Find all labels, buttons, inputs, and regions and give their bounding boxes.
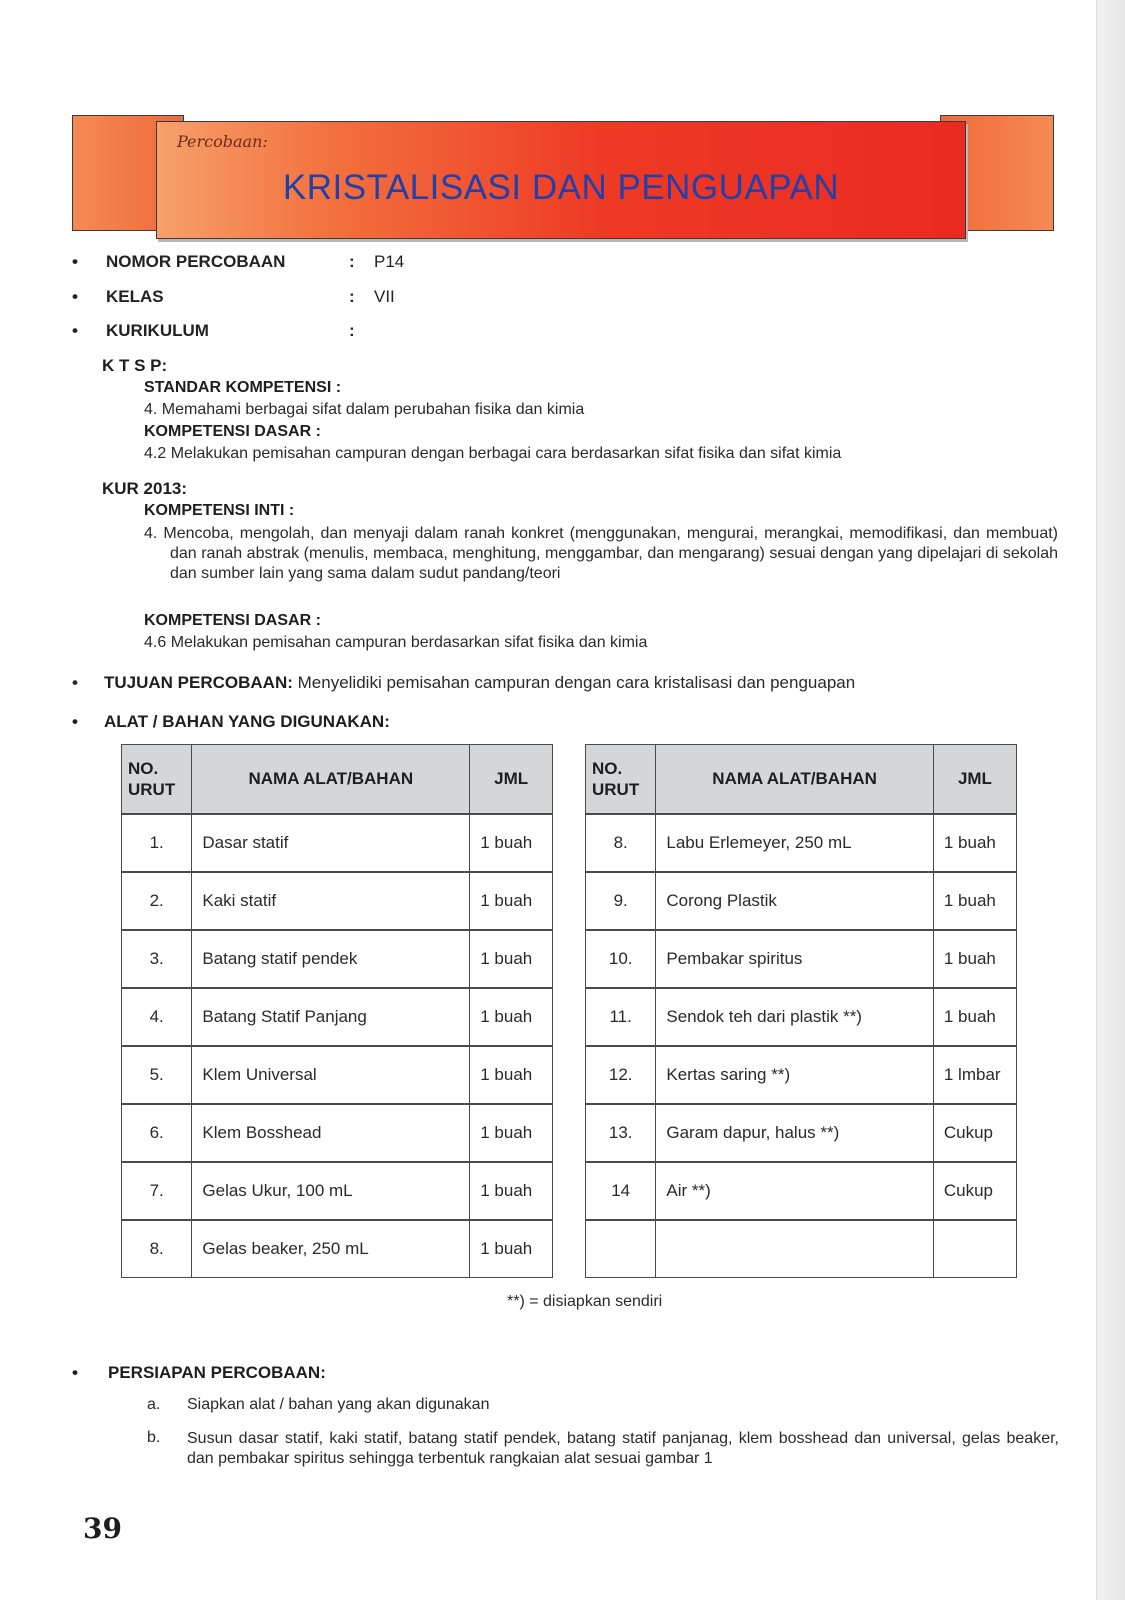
tujuan-row: • TUJUAN PERCOBAAN: Menyelidiki pemisahan campuran dengan cara kristalisasi dan penguapan xyxy=(72,673,856,692)
alat-row: • ALAT / BAHAN YANG DIGUNAKAN: xyxy=(72,712,390,731)
header-jml: JML xyxy=(470,745,553,815)
header-jml: JML xyxy=(933,745,1016,815)
kelas-label: KELAS xyxy=(106,287,164,306)
persiapan-row: • PERSIAPAN PERCOBAAN: xyxy=(72,1363,326,1382)
persiapan-label: PERSIAPAN PERCOBAAN: xyxy=(108,1363,326,1382)
table-row: 8. Gelas beaker, 250 mL 1 buah xyxy=(122,1220,553,1278)
header-nama: NAMA ALAT/BAHAN xyxy=(656,745,934,815)
page-edge xyxy=(1096,0,1125,1600)
ki-heading: KOMPETENSI INTI : xyxy=(144,502,295,519)
sk-heading: STANDAR KOMPETENSI : xyxy=(144,379,342,396)
page-title: KRISTALISASI DAN PENGUAPAN xyxy=(282,168,840,207)
header-no: NO. URUT xyxy=(122,745,192,815)
nomor-label: NOMOR PERCOBAAN xyxy=(106,252,286,271)
alat-label: ALAT / BAHAN YANG DIGUNAKAN: xyxy=(104,712,390,731)
kur2013-heading: KUR 2013: xyxy=(102,479,188,498)
ki-text: 4. Mencoba, mengolah, dan menyaji dalam ranah konkret (menggunakan, mengurai, merangkai, memodifikasi, dan membuat) dan ranah abstrak (menulis, membaca, menghitung, menggambar, dan mengarang) sesuai dengan yang dipelajari di sekolah dan sumber lain yang sama dalam sudut pandang/teori xyxy=(144,525,1058,582)
equipment-table-right xyxy=(585,744,1017,1278)
table-row xyxy=(586,1220,1017,1278)
ktsp-kd-heading: KOMPETENSI DASAR : xyxy=(144,423,321,440)
table-row: 14 Air **) Cukup xyxy=(586,1162,1017,1220)
tujuan-label: TUJUAN PERCOBAAN: xyxy=(104,673,293,692)
table-row: 13. Garam dapur, halus **) Cukup xyxy=(586,1104,1017,1162)
sk-text: 4. Memahami berbagai sifat dalam perubahan fisika dan kimia xyxy=(144,401,585,418)
kurikulum-label: KURIKULUM xyxy=(106,321,209,340)
tujuan-text: Menyelidiki pemisahan campuran dengan cara kristalisasi dan penguapan xyxy=(292,673,856,692)
kur-kd-text: 4.6 Melakukan pemisahan campuran berdasarkan sifat fisika dan kimia xyxy=(144,634,648,651)
header-no: NO. URUT xyxy=(586,745,656,815)
equipment-table-left xyxy=(121,744,553,1278)
table-row: 5. Klem Universal 1 buah xyxy=(122,1046,553,1104)
persiapan-marker-a: a. xyxy=(147,1396,161,1413)
nomor-value: P14 xyxy=(374,252,405,271)
table-footnote: **) = disiapkan sendiri xyxy=(507,1293,663,1310)
table-row: 4. Batang Statif Panjang 1 buah xyxy=(122,988,553,1046)
ktsp-heading: K T S P: xyxy=(102,356,168,375)
table-row: 1. Dasar statif 1 buah xyxy=(122,814,553,872)
banner-pre-title: Percobaan: xyxy=(177,132,268,151)
table-row: 3. Batang statif pendek 1 buah xyxy=(122,930,553,988)
table-row: 2. Kaki statif 1 buah xyxy=(122,872,553,930)
table-row: 6. Klem Bosshead 1 buah xyxy=(122,1104,553,1162)
persiapan-item-a: Siapkan alat / bahan yang akan digunakan xyxy=(187,1396,490,1413)
table-row: 12. Kertas saring **) 1 lmbar xyxy=(586,1046,1017,1104)
banner-ribbon xyxy=(156,121,966,239)
kelas-value: VII xyxy=(374,287,395,306)
kur-kd-heading: KOMPETENSI DASAR : xyxy=(144,612,321,629)
table-row: 10. Pembakar spiritus 1 buah xyxy=(586,930,1017,988)
persiapan-item-b: Susun dasar statif, kaki statif, batang statif pendek, batang statif panjanag, klem bosshead dan universal, gelas beaker, dan pembakar spiritus sehingga terbentuk rangkaian alat sesuai gambar 1 xyxy=(187,1430,1059,1467)
table-row: 7. Gelas Ukur, 100 mL 1 buah xyxy=(122,1162,553,1220)
ktsp-kd-text: 4.2 Melakukan pemisahan campuran dengan berbagai cara berdasarkan sifat fisika dan sifat kimia xyxy=(144,445,842,462)
title-banner xyxy=(72,113,1054,238)
table-row: 11. Sendok teh dari plastik **) 1 buah xyxy=(586,988,1017,1046)
table-row: 9. Corong Plastik 1 buah xyxy=(586,872,1017,930)
page-number: 39 xyxy=(83,1512,122,1545)
table-row: 8. Labu Erlemeyer, 250 mL 1 buah xyxy=(586,814,1017,872)
persiapan-marker-b: b. xyxy=(147,1429,161,1446)
header-nama: NAMA ALAT/BAHAN xyxy=(192,745,470,815)
